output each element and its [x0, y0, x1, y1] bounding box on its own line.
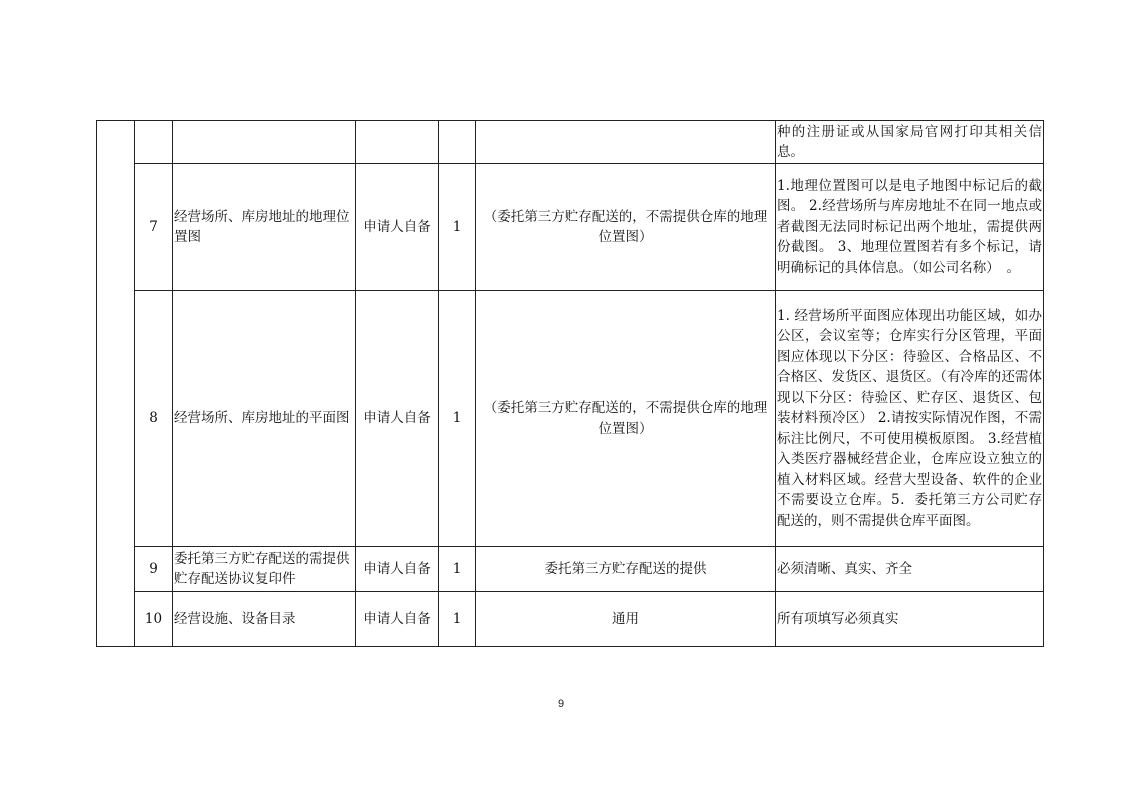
material-name: 经营场所、库房地址的地理位置图	[173, 164, 356, 291]
material-name: 委托第三方贮存配送的需提供贮存配送协议复印件	[173, 547, 356, 592]
material-source	[356, 121, 439, 164]
table-row	[97, 164, 1044, 291]
row-number: 9	[135, 547, 173, 592]
material-requirement: 种的注册证或从国家局官网打印其相关信息。	[776, 121, 1044, 164]
material-requirement: 所有项填写必须真实	[776, 592, 1044, 647]
copy-count: 1	[439, 291, 476, 547]
material-source: 申请人自备	[356, 291, 439, 547]
copy-count: 1	[439, 592, 476, 647]
material-requirement: 必须清晰、真实、齐全	[776, 547, 1044, 592]
table-row	[97, 121, 1044, 164]
table-row	[97, 291, 1044, 547]
category-cell	[97, 121, 135, 647]
material-source: 申请人自备	[356, 547, 439, 592]
material-source: 申请人自备	[356, 592, 439, 647]
submission-condition: （委托第三方贮存配送的，不需提供仓库的地理位置图）	[476, 164, 776, 291]
copy-count: 1	[439, 164, 476, 291]
material-requirement: 1. 经营场所平面图应体现出功能区域，如办公区，会议室等；仓库实行分区管理，平面图应体现以下分区：待验区、合格品区、不合格区、发货区、退货区。（有冷库的还需体现以下分区：待验区、贮存区、退货区、包装材料预冷区） 2.请按实际情况作图，不需标注比例尺，不可使用模板原图。 3.经营植入类医疗器械经营企业，仓库应设立独立的植入材料区域。经营大型设备、软件的企业不需要设立仓库。5．委托第三方公司贮存配送的，则不需提供仓库平面图。	[776, 291, 1044, 547]
material-requirement: 1.地理位置图可以是电子地图中标记后的截图。 2.经营场所与库房地址不在同一地点或者截图无法同时标记出两个地址，需提供两份截图。 3、地理位置图若有多个标记，请明确标记的具体信息。（如公司名称） 。	[776, 164, 1044, 291]
row-number: 8	[135, 291, 173, 547]
requirements-table	[96, 120, 1044, 647]
table-row	[97, 547, 1044, 592]
copy-count: 1	[439, 547, 476, 592]
row-number: 7	[135, 164, 173, 291]
material-name: 经营设施、设备目录	[173, 592, 356, 647]
copy-count	[439, 121, 476, 164]
material-name: 经营场所、库房地址的平面图	[173, 291, 356, 547]
page-number: 9	[557, 698, 565, 710]
submission-condition	[476, 121, 776, 164]
submission-condition: （委托第三方贮存配送的，不需提供仓库的地理位置图）	[476, 291, 776, 547]
table-row	[97, 592, 1044, 647]
row-number	[135, 121, 173, 164]
submission-condition: 委托第三方贮存配送的提供	[476, 547, 776, 592]
submission-condition: 通用	[476, 592, 776, 647]
material-name	[173, 121, 356, 164]
row-number: 10	[135, 592, 173, 647]
material-source: 申请人自备	[356, 164, 439, 291]
